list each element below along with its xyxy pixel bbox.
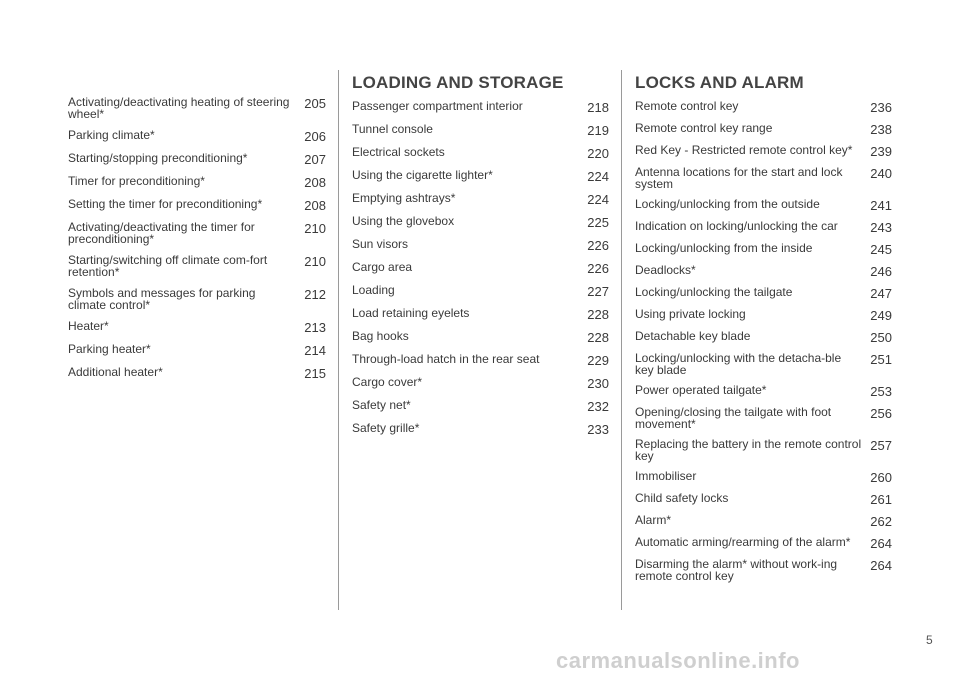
toc-entry[interactable] bbox=[635, 264, 892, 278]
toc-entry-title: Starting/stopping preconditioning* bbox=[68, 151, 248, 165]
toc-entry-title: Cargo area bbox=[352, 260, 413, 274]
toc-entry[interactable] bbox=[68, 175, 326, 189]
toc-entry-page-number: 229 bbox=[587, 353, 609, 368]
toc-entry-page-number: 214 bbox=[304, 343, 326, 358]
toc-entry[interactable] bbox=[68, 152, 326, 166]
toc-entry-page-number: 212 bbox=[304, 287, 326, 302]
toc-entry-list bbox=[352, 100, 609, 436]
toc-entry-title: Replacing the battery in the remote control key bbox=[635, 437, 862, 463]
toc-entry[interactable] bbox=[352, 353, 609, 367]
toc-entry-title: Bag hooks bbox=[352, 329, 409, 343]
toc-entry-page-number: 232 bbox=[587, 399, 609, 414]
toc-entry-title: Setting the timer for preconditioning* bbox=[68, 197, 263, 211]
toc-entry-title: Remote control key bbox=[635, 99, 739, 113]
toc-entry[interactable] bbox=[68, 254, 326, 278]
toc-entry-title: Electrical sockets bbox=[352, 145, 445, 159]
toc-entry-title: Detachable key blade bbox=[635, 329, 751, 343]
toc-entry[interactable] bbox=[352, 330, 609, 344]
toc-entry-page-number: 245 bbox=[870, 242, 892, 257]
toc-entry-title: Disarming the alarm* without work-ing remote control key bbox=[635, 557, 838, 583]
toc-entry-page-number: 247 bbox=[870, 286, 892, 301]
toc-entry-title: Load retaining eyelets bbox=[352, 306, 470, 320]
toc-entry-page-number: 226 bbox=[587, 238, 609, 253]
toc-entry-title: Parking heater* bbox=[68, 342, 151, 356]
toc-entry[interactable] bbox=[352, 169, 609, 183]
toc-entry-title: Sun visors bbox=[352, 237, 409, 251]
toc-entry[interactable] bbox=[635, 514, 892, 528]
toc-entry[interactable] bbox=[635, 492, 892, 506]
toc-entry[interactable] bbox=[68, 129, 326, 143]
toc-entry-page-number: 238 bbox=[870, 122, 892, 137]
toc-entry-page-number: 210 bbox=[304, 221, 326, 236]
toc-entry[interactable] bbox=[352, 422, 609, 436]
toc-entry[interactable] bbox=[352, 100, 609, 114]
toc-entry[interactable] bbox=[352, 146, 609, 160]
toc-entry[interactable] bbox=[635, 308, 892, 322]
toc-entry-page-number: 228 bbox=[587, 330, 609, 345]
toc-entry-page-number: 208 bbox=[304, 175, 326, 190]
toc-entry-page-number: 208 bbox=[304, 198, 326, 213]
toc-entry-page-number: 219 bbox=[587, 123, 609, 138]
toc-entry[interactable] bbox=[352, 238, 609, 252]
toc-entry-page-number: 230 bbox=[587, 376, 609, 391]
toc-entry-page-number: 253 bbox=[870, 384, 892, 399]
toc-entry-page-number: 251 bbox=[870, 352, 892, 367]
toc-entry-title: Starting/switching off climate com-fort retention* bbox=[68, 253, 268, 279]
toc-entry-page-number: 249 bbox=[870, 308, 892, 323]
toc-entry-title: Using the glovebox bbox=[352, 214, 455, 228]
toc-entry[interactable] bbox=[635, 166, 892, 190]
toc-entry[interactable] bbox=[352, 284, 609, 298]
toc-entry-title: Heater* bbox=[68, 319, 109, 333]
toc-entry-list bbox=[635, 100, 892, 582]
toc-entry-title: Activating/deactivating the timer for preconditioning* bbox=[68, 220, 255, 246]
toc-entry-title: Safety net* bbox=[352, 398, 411, 412]
toc-entry[interactable] bbox=[635, 558, 892, 582]
toc-entry[interactable] bbox=[68, 221, 326, 245]
toc-entry-page-number: 228 bbox=[587, 307, 609, 322]
toc-entry[interactable] bbox=[635, 438, 892, 462]
section-heading-locks-alarm: LOCKS AND ALARM bbox=[635, 73, 804, 92]
toc-entry-page-number: 236 bbox=[870, 100, 892, 115]
toc-entry-page-number: 243 bbox=[870, 220, 892, 235]
toc-entry[interactable] bbox=[68, 343, 326, 357]
toc-entry[interactable] bbox=[68, 198, 326, 212]
toc-entry-page-number: 264 bbox=[870, 536, 892, 551]
toc-entry-title: Safety grille* bbox=[352, 421, 420, 435]
toc-entry-title: Alarm* bbox=[635, 513, 672, 527]
toc-entry-title: Cargo cover* bbox=[352, 375, 423, 389]
toc-entry-page-number: 256 bbox=[870, 406, 892, 421]
toc-entry[interactable] bbox=[635, 220, 892, 234]
toc-entry-title: Power operated tailgate* bbox=[635, 383, 767, 397]
toc-entry[interactable] bbox=[635, 470, 892, 484]
toc-entry-page-number: 250 bbox=[870, 330, 892, 345]
toc-entry[interactable] bbox=[352, 376, 609, 390]
toc-entry[interactable] bbox=[352, 192, 609, 206]
section-heading-loading-storage: LOADING AND STORAGE bbox=[352, 73, 564, 92]
toc-entry-page-number: 215 bbox=[304, 366, 326, 381]
toc-entry-page-number: 225 bbox=[587, 215, 609, 230]
toc-entry-title: Locking/unlocking with the detacha-ble key blade bbox=[635, 351, 842, 377]
column-divider-2 bbox=[621, 70, 622, 610]
toc-entry-page-number: 218 bbox=[587, 100, 609, 115]
toc-entry[interactable] bbox=[352, 123, 609, 137]
column-divider-1 bbox=[338, 70, 339, 610]
toc-entry-page-number: 246 bbox=[870, 264, 892, 279]
toc-entry-page-number: 224 bbox=[587, 169, 609, 184]
toc-entry-page-number: 213 bbox=[304, 320, 326, 335]
toc-entry-title: Immobiliser bbox=[635, 469, 697, 483]
toc-entry-title: Parking climate* bbox=[68, 128, 155, 142]
toc-entry[interactable] bbox=[352, 215, 609, 229]
toc-entry-title: Locking/unlocking from the outside bbox=[635, 197, 820, 211]
toc-entry[interactable] bbox=[635, 330, 892, 344]
toc-entry-page-number: 205 bbox=[304, 96, 326, 111]
toc-entry[interactable] bbox=[68, 96, 326, 120]
toc-entry[interactable] bbox=[635, 242, 892, 256]
toc-entry-page-number: 262 bbox=[870, 514, 892, 529]
toc-entry-page-number: 207 bbox=[304, 152, 326, 167]
toc-entry-title: Additional heater* bbox=[68, 365, 163, 379]
toc-entry-title: Emptying ashtrays* bbox=[352, 191, 456, 205]
toc-entry-title: Loading bbox=[352, 283, 395, 297]
toc-entry-title: Activating/deactivating heating of steering wheel* bbox=[68, 95, 290, 121]
toc-entry-page-number: 226 bbox=[587, 261, 609, 276]
toc-column-locks-alarm bbox=[635, 73, 892, 590]
toc-entry-page-number: 224 bbox=[587, 192, 609, 207]
toc-entry-page-number: 210 bbox=[304, 254, 326, 269]
toc-entry-list bbox=[68, 96, 326, 380]
toc-entry[interactable] bbox=[352, 261, 609, 275]
toc-entry-title: Using the cigarette lighter* bbox=[352, 168, 493, 182]
watermark-logo: carmanualsonline.info bbox=[556, 648, 800, 673]
toc-entry-page-number: 240 bbox=[870, 166, 892, 181]
toc-entry[interactable] bbox=[352, 307, 609, 321]
toc-entry-title: Through-load hatch in the rear seat bbox=[352, 352, 540, 366]
toc-entry[interactable] bbox=[635, 536, 892, 550]
toc-entry[interactable] bbox=[352, 399, 609, 413]
toc-entry-title: Child safety locks bbox=[635, 491, 729, 505]
toc-column-climate bbox=[68, 96, 326, 389]
toc-entry-page-number: 264 bbox=[870, 558, 892, 573]
toc-entry[interactable] bbox=[635, 122, 892, 136]
toc-entry-page-number: 227 bbox=[587, 284, 609, 299]
toc-entry-page-number: 257 bbox=[870, 438, 892, 453]
toc-column-loading-storage bbox=[352, 73, 609, 445]
toc-entry-title: Opening/closing the tailgate with foot movement* bbox=[635, 405, 832, 431]
toc-entry-title: Tunnel console bbox=[352, 122, 433, 136]
toc-entry-title: Red Key - Restricted remote control key* bbox=[635, 143, 853, 157]
toc-entry[interactable] bbox=[635, 384, 892, 398]
page-number: 5 bbox=[926, 633, 933, 647]
toc-entry[interactable] bbox=[635, 406, 892, 430]
toc-entry[interactable] bbox=[68, 320, 326, 334]
toc-entry-title: Indication on locking/unlocking the car bbox=[635, 219, 838, 233]
toc-entry-title: Passenger compartment interior bbox=[352, 99, 523, 113]
toc-entry[interactable] bbox=[68, 366, 326, 380]
toc-entry-title: Automatic arming/rearming of the alarm* bbox=[635, 535, 851, 549]
toc-entry-title: Antenna locations for the start and lock system bbox=[635, 165, 843, 191]
toc-entry-title: Timer for preconditioning* bbox=[68, 174, 205, 188]
toc-entry[interactable] bbox=[635, 352, 892, 376]
toc-entry-page-number: 241 bbox=[870, 198, 892, 213]
toc-entry[interactable] bbox=[635, 198, 892, 212]
toc-entry-title: Locking/unlocking from the inside bbox=[635, 241, 813, 255]
toc-entry-title: Remote control key range bbox=[635, 121, 773, 135]
toc-entry-page-number: 260 bbox=[870, 470, 892, 485]
toc-entry-title: Using private locking bbox=[635, 307, 746, 321]
toc-entry-page-number: 233 bbox=[587, 422, 609, 437]
toc-entry[interactable] bbox=[68, 287, 326, 311]
toc-entry-title: Deadlocks* bbox=[635, 263, 696, 277]
toc-entry-page-number: 261 bbox=[870, 492, 892, 507]
toc-entry[interactable] bbox=[635, 286, 892, 300]
toc-entry-page-number: 239 bbox=[870, 144, 892, 159]
toc-entry-title: Symbols and messages for parking climate control* bbox=[68, 286, 256, 312]
toc-entry-title: Locking/unlocking the tailgate bbox=[635, 285, 793, 299]
toc-entry[interactable] bbox=[635, 144, 892, 158]
toc-entry[interactable] bbox=[635, 100, 892, 114]
toc-entry-page-number: 220 bbox=[587, 146, 609, 161]
toc-entry-page-number: 206 bbox=[304, 129, 326, 144]
